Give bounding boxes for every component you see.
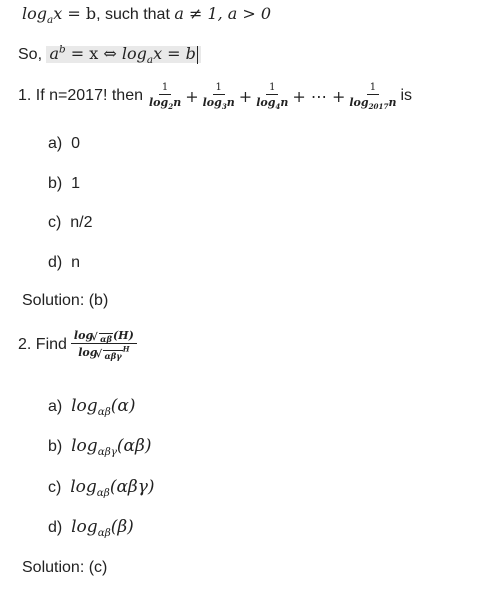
q1-solution: Solution: (b) (22, 292, 109, 309)
option-log-base: αβ (97, 527, 111, 540)
option-log-base: αβ (97, 406, 111, 419)
fraction-base: 4 (275, 102, 281, 112)
option-log-base: αβγ (97, 446, 117, 459)
fraction-log: log (256, 96, 276, 109)
fraction-base: 2017 (368, 102, 389, 112)
power-base: a (49, 44, 60, 63)
numerator-sqrt-base: αβ (100, 334, 112, 345)
fraction-term-1 (146, 82, 184, 110)
definition-line (22, 4, 272, 27)
denominator-sqrt-base: αβγ (104, 351, 122, 362)
q2-option-a (48, 396, 136, 419)
q2-option-d (48, 517, 134, 540)
fraction-log: log (149, 96, 169, 109)
q2-solution: Solution: (c) (22, 559, 108, 576)
condition-math: a ≠ 1, a > 0 (174, 4, 272, 23)
fraction-numerator: 1 (266, 82, 278, 95)
option-log-arg: (αβ) (116, 436, 152, 456)
numerator-log: log (73, 329, 94, 342)
option-letter: b) (48, 438, 63, 455)
question-2-label: 2. Find (18, 336, 67, 353)
option-log-arg: (αβγ) (109, 477, 155, 497)
option-log-base: αβ (96, 487, 110, 500)
log-text: log (22, 4, 47, 23)
question-2 (18, 330, 137, 360)
fraction-numerator: 1 (159, 82, 171, 95)
option-value: 0 (71, 135, 81, 152)
option-log: log (70, 477, 97, 497)
fraction-term-3 (253, 82, 291, 110)
option-letter: a) (48, 135, 63, 152)
fraction-term-last (346, 82, 399, 110)
option-log: log (71, 396, 98, 416)
question-1-suffix: is (400, 87, 413, 104)
fraction-arg: n (173, 96, 182, 109)
fraction-arg: n (388, 96, 397, 109)
option-value: n/2 (70, 214, 93, 231)
fraction-base: 2 (168, 102, 174, 112)
condition-text: , such that (96, 6, 175, 23)
option-letter: b) (48, 175, 63, 192)
denominator-log: log (78, 346, 98, 359)
selected-equation[interactable] (46, 43, 200, 67)
q1-option-d (48, 254, 80, 272)
fraction-arg: n (280, 96, 289, 109)
log-base: a (146, 54, 154, 67)
q1-option-a (48, 135, 80, 153)
so-line (18, 43, 201, 67)
fraction-term-2 (200, 82, 238, 110)
plus-sign: + (185, 86, 199, 106)
fraction-log: log (202, 96, 222, 109)
equivalence: = x ⇔ (65, 44, 122, 63)
log-arg: x (53, 4, 63, 23)
option-letter: c) (48, 479, 62, 496)
fraction-base: 3 (221, 102, 227, 112)
log-base: a (47, 14, 54, 27)
question-1 (18, 82, 412, 110)
option-log: log (71, 436, 98, 456)
option-log-arg: (α) (110, 396, 136, 416)
log-result: x = b (153, 44, 196, 63)
fraction-numerator: 1 (213, 82, 225, 95)
fraction-numerator: 1 (367, 82, 379, 95)
option-value: 1 (71, 175, 81, 192)
plus-ellipsis: + ⋯ + (292, 86, 346, 106)
q2-option-c (48, 477, 155, 500)
log-ratio-fraction (71, 330, 137, 360)
numerator-arg: (H) (112, 329, 134, 342)
question-1-label: 1. If n=2017! then (18, 87, 143, 104)
option-value: n (71, 254, 81, 271)
option-letter: c) (48, 214, 62, 231)
q1-option-b (48, 175, 80, 193)
plus-sign: + (238, 86, 253, 106)
so-prefix: So, (18, 46, 47, 63)
fraction-log: log (349, 96, 369, 109)
option-letter: d) (48, 254, 63, 271)
log-text: log (121, 44, 147, 63)
text-cursor (197, 46, 198, 64)
q2-option-b (48, 436, 152, 459)
option-log-arg: (β) (110, 517, 134, 537)
denominator-arg: H (122, 344, 130, 354)
q1-option-c (48, 214, 92, 232)
option-log: log (71, 517, 98, 537)
option-letter: d) (48, 519, 63, 536)
fraction-arg: n (226, 96, 235, 109)
option-letter: a) (48, 398, 63, 415)
equals-b: = b (62, 4, 97, 23)
power-exponent: b (59, 43, 66, 56)
